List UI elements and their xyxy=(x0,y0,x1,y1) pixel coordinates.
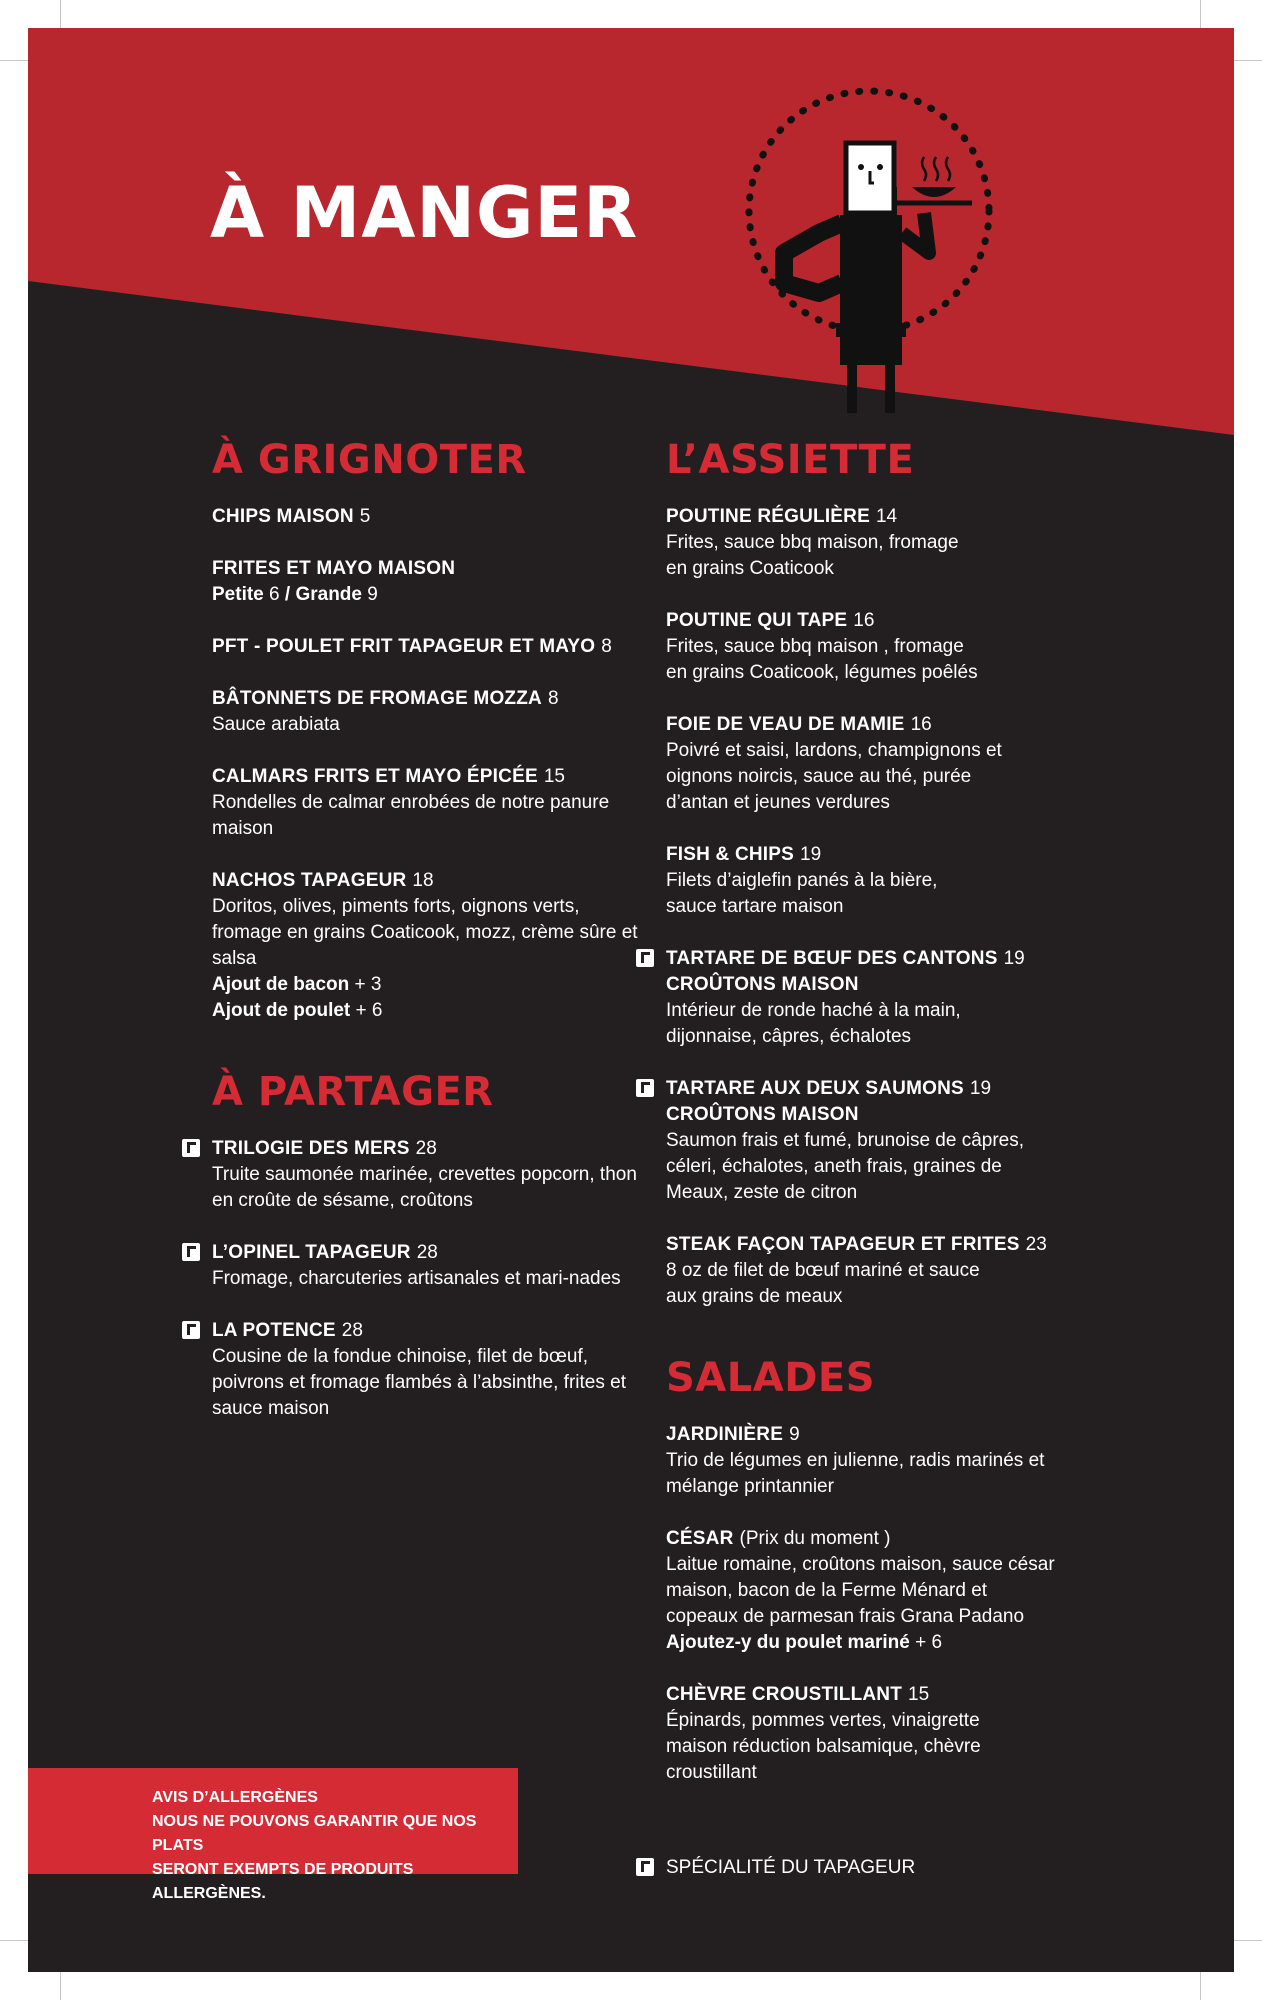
item-price: 28 xyxy=(415,1138,437,1159)
menu-page xyxy=(28,28,1234,1972)
item-description: Doritos, olives, piments forts, oignons verts, fromage en grains Coaticook, mozz, crème sûre et salsa xyxy=(212,896,638,969)
extra-price: + 6 xyxy=(915,1632,943,1653)
item-price: 19 xyxy=(800,844,822,865)
extra-price: + 6 xyxy=(355,1000,383,1021)
menu-item xyxy=(666,1526,1106,1656)
item-price: 8 xyxy=(601,636,612,657)
size-label: Petite xyxy=(212,584,264,605)
extra-label: Ajout de bacon xyxy=(212,974,350,995)
item-price: 19 xyxy=(1003,948,1025,969)
item-description: Poivré et saisi, lardons, champignons et oignons noircis, sauce au thé, purée d’antan et jeunes verdures xyxy=(666,740,1002,813)
item-description: Frites, sauce bbq maison, fromage en grains Coaticook xyxy=(666,532,959,579)
item-price: 16 xyxy=(910,714,932,735)
item-price: (Prix du moment ) xyxy=(739,1528,891,1549)
menu-item xyxy=(212,1240,652,1292)
menu-item xyxy=(212,764,652,842)
item-name: CALMARS FRITS ET MAYO ÉPICÉE xyxy=(212,766,538,787)
crop-mark xyxy=(0,1940,28,1941)
size-separator: / xyxy=(284,584,291,605)
item-price: 28 xyxy=(341,1320,363,1341)
size-price: 9 xyxy=(367,584,378,605)
item-price: 14 xyxy=(875,506,898,527)
waiter-mascot-icon xyxy=(724,83,1024,423)
right-column xyxy=(666,438,1106,1812)
menu-item xyxy=(666,608,1106,686)
item-extra xyxy=(212,998,652,1024)
allergen-line: SERONT EXEMPTS DE PRODUITS ALLERGÈNES. xyxy=(152,1861,414,1902)
specialty-icon xyxy=(182,1243,200,1261)
item-name: BÂTONNETS DE FROMAGE MOZZA xyxy=(212,688,542,709)
item-description: Frites, sauce bbq maison , fromage en grains Coaticook, légumes poêlés xyxy=(666,636,978,683)
item-price: 19 xyxy=(969,1078,992,1099)
item-name: FOIE DE VEAU DE MAMIE xyxy=(666,714,905,735)
item-name: FISH & CHIPS xyxy=(666,844,795,865)
menu-item xyxy=(666,842,1106,920)
item-price: 15 xyxy=(908,1684,930,1705)
item-description: Fromage, charcuteries artisanales et mari-nades xyxy=(212,1268,621,1289)
item-name: POUTINE QUI TAPE xyxy=(666,610,848,631)
item-name: LA POTENCE xyxy=(212,1320,336,1341)
menu-item xyxy=(212,686,652,738)
left-column xyxy=(212,438,652,1448)
item-size-line xyxy=(212,582,652,608)
item-description: Filets d’aiglefin panés à la bière, sauce tartare maison xyxy=(666,870,938,917)
extra-label: Ajout de poulet xyxy=(212,1000,351,1021)
item-name: PFT - POULET FRIT TAPAGEUR ET MAYO xyxy=(212,636,596,657)
size-label: Grande xyxy=(295,584,362,605)
item-price: 18 xyxy=(412,870,434,891)
crop-mark xyxy=(60,0,61,28)
item-price: 23 xyxy=(1025,1234,1047,1255)
crop-mark xyxy=(1200,1972,1201,2000)
menu-item xyxy=(212,868,652,1024)
extra-label: Ajoutez-y du poulet mariné xyxy=(666,1632,910,1653)
item-name: L’OPINEL TAPAGEUR xyxy=(212,1242,411,1263)
item-description: Truite saumonée marinée, crevettes popcorn, thon en croûte de sésame, croûtons xyxy=(212,1164,637,1211)
extra-price: + 3 xyxy=(354,974,382,995)
item-description: Laitue romaine, croûtons maison, sauce césar maison, bacon de la Ferme Ménard et copeaux de parmesan frais Grana Padano xyxy=(666,1554,1055,1627)
menu-item xyxy=(212,634,652,660)
item-price: 9 xyxy=(789,1424,800,1445)
section-heading-partager: À PARTAGER xyxy=(212,1069,494,1115)
item-subname: CROÛTONS MAISON xyxy=(666,974,859,995)
menu-item xyxy=(666,1076,1106,1206)
specialty-icon xyxy=(636,1079,654,1097)
crop-mark xyxy=(1234,1940,1262,1941)
menu-item xyxy=(666,1682,1106,1786)
item-name: CHIPS MAISON xyxy=(212,506,354,527)
page-title: À MANGER xyxy=(210,172,639,254)
item-name: CHÈVRE CROUSTILLANT xyxy=(666,1684,903,1705)
item-name: TRILOGIE DES MERS xyxy=(212,1138,410,1159)
item-description: Trio de légumes en julienne, radis marinés et mélange printannier xyxy=(666,1450,1045,1497)
item-name: TARTARE DE BŒUF DES CANTONS xyxy=(666,948,998,969)
size-price: 6 xyxy=(269,584,280,605)
crop-mark xyxy=(60,1972,61,2000)
item-description: Cousine de la fondue chinoise, filet de bœuf, poivrons et fromage flambés à l’absinthe, frites et sauce maison xyxy=(212,1346,626,1419)
item-price: 28 xyxy=(416,1242,438,1263)
menu-item xyxy=(666,946,1106,1050)
allergen-notice xyxy=(28,1768,518,1902)
item-extra xyxy=(666,1630,1106,1656)
item-description: 8 oz de filet de bœuf mariné et sauce aux grains de meaux xyxy=(666,1260,980,1307)
section-heading-assiette: L’ASSIETTE xyxy=(666,437,915,483)
item-name: TARTARE AUX DEUX SAUMONS xyxy=(666,1078,964,1099)
item-name: FRITES ET MAYO MAISON xyxy=(212,558,456,579)
menu-item xyxy=(666,1232,1106,1310)
section-heading-grignoter: À GRIGNOTER xyxy=(212,437,527,483)
specialty-icon xyxy=(182,1139,200,1157)
menu-item xyxy=(666,1422,1106,1500)
item-name: NACHOS TAPAGEUR xyxy=(212,870,407,891)
item-price: 15 xyxy=(543,766,565,787)
item-extra xyxy=(212,972,652,998)
item-name: CÉSAR xyxy=(666,1528,734,1549)
item-name: JARDINIÈRE xyxy=(666,1424,784,1445)
item-name: POUTINE RÉGULIÈRE xyxy=(666,506,870,527)
section-heading-salades: SALADES xyxy=(666,1355,876,1401)
menu-item xyxy=(212,504,652,530)
item-description: Sauce arabiata xyxy=(212,714,340,735)
item-subname: CROÛTONS MAISON xyxy=(666,1104,859,1125)
specialty-icon xyxy=(636,949,654,967)
specialty-legend xyxy=(666,1856,915,1880)
crop-mark xyxy=(1200,0,1201,28)
legend-label: SPÉCIALITÉ DU TAPAGEUR xyxy=(666,1857,916,1878)
item-price: 16 xyxy=(853,610,875,631)
menu-item xyxy=(666,712,1106,816)
item-description: Rondelles de calmar enrobées de notre panure maison xyxy=(212,792,610,839)
specialty-icon xyxy=(182,1321,200,1339)
crop-mark xyxy=(0,60,28,61)
crop-mark xyxy=(1234,60,1262,61)
item-price: 5 xyxy=(359,506,371,527)
item-name: STEAK FAÇON TAPAGEUR ET FRITES xyxy=(666,1234,1020,1255)
item-description: Saumon frais et fumé, brunoise de câpres, céleri, échalotes, aneth frais, graines de Meaux, zeste de citron xyxy=(666,1130,1025,1203)
specialty-icon xyxy=(636,1858,654,1876)
allergen-line: NOUS NE POUVONS GARANTIR QUE NOS PLATS xyxy=(152,1813,477,1854)
item-description: Intérieur de ronde haché à la main, dijonnaise, câpres, échalotes xyxy=(666,1000,961,1047)
item-price: 8 xyxy=(547,688,559,709)
allergen-title: AVIS D’ALLERGÈNES xyxy=(152,1789,318,1806)
menu-item xyxy=(666,504,1106,582)
menu-item xyxy=(212,556,652,608)
menu-item xyxy=(212,1318,652,1422)
menu-item xyxy=(212,1136,652,1214)
item-description: Épinards, pommes vertes, vinaigrette maison réduction balsamique, chèvre croustillant xyxy=(666,1710,981,1783)
